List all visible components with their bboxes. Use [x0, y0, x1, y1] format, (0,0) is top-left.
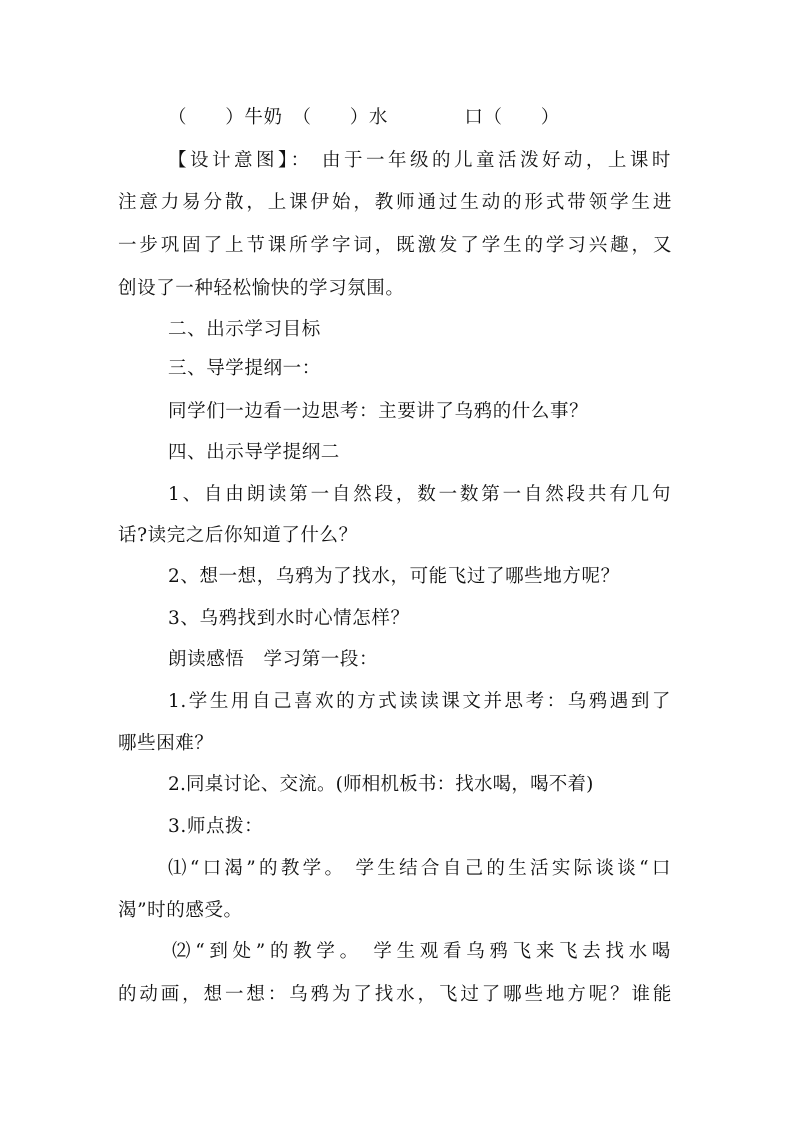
teaching-point-1-line-2: 渴”时的感受。 — [118, 900, 243, 921]
design-intent-line-1: 【设计意图】： 由于一年级的儿童活泼好动，上课时 — [168, 150, 671, 171]
guide-item-3: 3、乌鸦找到水时心情怎样？ — [168, 608, 410, 629]
reading-item-3: 3.师点拨： — [168, 816, 264, 837]
reading-item-1-line-1: 1.学生用自己喜欢的方式读读课文并思考：乌鸦遇到了 — [168, 691, 671, 712]
design-intent-line-4: 创设了一种轻松愉快的学习氛围。 — [118, 278, 405, 299]
guide-item-2: 2、想一想，乌鸦为了找水，可能飞过了哪些地方呢？ — [168, 566, 620, 587]
design-intent-line-3: 一步巩固了上节课所学字词，既激发了学生的学习兴趣，又 — [118, 235, 672, 256]
teaching-point-2-line-1: ⑵“到处”的教学。 学生观看乌鸦飞来飞去找水喝 — [172, 941, 671, 962]
reading-item-1-line-2: 哪些困难？ — [118, 733, 214, 754]
design-intent-line-2: 注意力易分散，上课伊始，教师通过生动的形式带领学生进 — [118, 192, 672, 213]
reading-item-2: 2.同桌讨论、交流。(师相机板书：找水喝，喝不着) — [168, 774, 594, 795]
guide-question-line: 同学们一边看一边思考：主要讲了乌鸦的什么事？ — [168, 401, 589, 422]
section-heading-3: 三、导学提纲一： — [168, 358, 321, 379]
reading-section-heading: 朗读感悟 学习第一段： — [168, 649, 379, 670]
teaching-point-1-line-1: ⑴“口渴”的教学。 学生结合自己的生活实际谈谈“口 — [168, 858, 671, 879]
teaching-point-2-line-2: 的动画，想一想：乌鸦为了找水，飞过了哪些地方呢？谁能 — [118, 984, 672, 1005]
section-heading-4: 四、出示导学提纲二 — [168, 442, 340, 463]
guide-item-1-line-1: 1、自由朗读第一自然段，数一数第一自然段共有几句 — [168, 484, 671, 505]
guide-item-1-line-2: 话?读完之后你知道了什么？ — [118, 525, 358, 546]
section-heading-2: 二、出示学习目标 — [168, 319, 321, 340]
fill-blank-line: （ ）牛奶 （ ）水 口（ ） — [168, 107, 560, 128]
